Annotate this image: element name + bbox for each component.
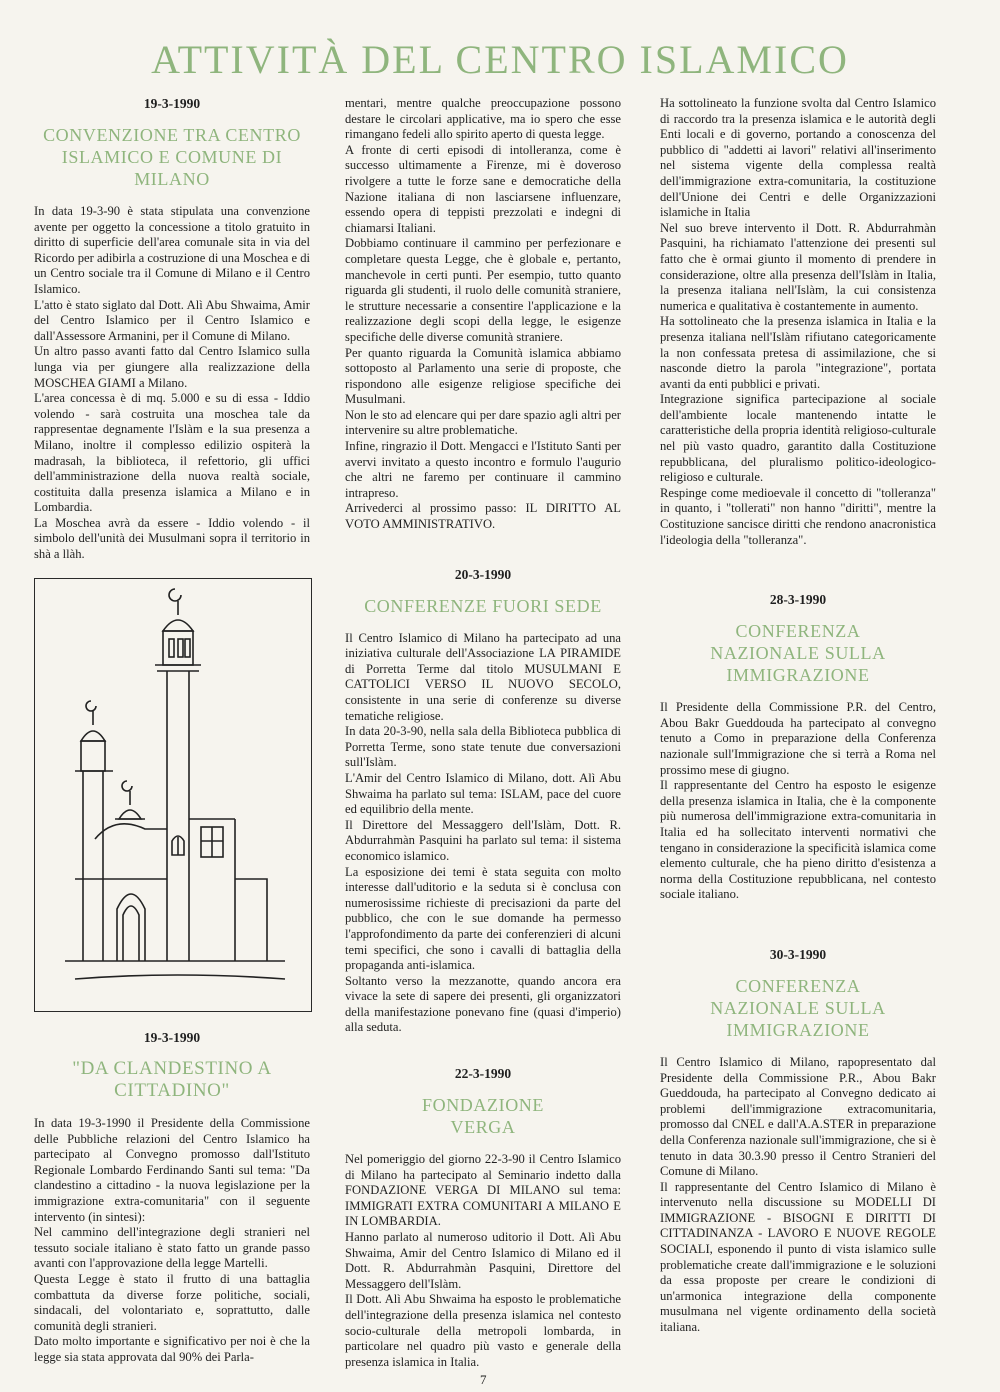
article-verga-continued [660,96,936,548]
article-date: 28-3-1990 [769,592,827,608]
paragraph: La esposizione dei temi è stata seguita con molto interesse dall'uditorio e la seduta si è conclusa con numerosissime richieste di precisazioni da parte del pubblico, che con le sue domande ha permesso l'approfondimento da parte dei conferenzieri di alcuni temi specifici, che sono i cavalli di battaglia della propaganda anti-islamica. [345,864,621,973]
paragraph: In data 19-3-90 è stata stipulata una convenzione avente per oggetto la concessione a titolo gratuito in diritto di superficie dell'area comunale sita in via del Ricordo per adibirla a costruzione di una Moschea e di un Centro sociale tra il Comune di Milano e il Centro Islamico. [34,204,310,296]
paragraph: Nel suo breve intervento il Dott. R. Abdurrahmàn Pasquini, ha richiamato l'attenzione dei presenti sul fatto che è ormai giunto il momento di prendere in considerazione, oltre alla presenza dell'Islàm in Italia, la presenza italiana nell'Islàm, la cui consistenza numerica e qualitativa è costantemente in aumento. [660,220,936,313]
article-clandestino-continued [345,96,621,533]
article-conferenza-30-3 [660,947,936,1336]
article-date: 22-3-1990 [454,1066,512,1082]
article-heading: CONVENZIONE TRA CENTRO ISLAMICO E COMUNE DI MILANO [43,125,301,189]
article-heading: CONFERENZE FUORI SEDE [364,595,602,616]
paragraph: Arrivederci al prossimo passo: IL DIRITTO AL VOTO AMMINISTRATIVO. [345,501,621,532]
paragraph: Il rappresentante del Centro Islamico di Milano è intervenuto nella discussione su MODELLI DI IMMIGRAZIONE - BISOGNI E DIRITTI DI CITTADINANZA - LAVORO E NUOVE REGOLE SOCIALI, esponendo il punto di vista islamico sulle problematiche create dall'immigrazione e le soluzioni da essa proposte per creare le condizioni di un'armonica integrazione della componente musulmana nel vigente ordinamento della società italiana. [660,1179,936,1335]
paragraph: Il Presidente della Commissione P.R. del Centro, Abou Bakr Gueddouda ha partecipato al convegno tenuto a Como in preparazione della Conferenza nazionale sull'Immigrazione che si terrà a Roma nel prossimo mese di giugno. [660,700,936,777]
article-date: 20-3-1990 [454,566,512,582]
paragraph: Un altro passo avanti fatto dal Centro Islamico sulla lunga via per giungere alla realizzazione della MOSCHEA GIAMI a Milano. [34,344,310,390]
paragraph: Infine, ringrazio il Dott. Mengacci e l'Istituto Santi per avervi invitato a questo incontro e formulo l'augurio che altri ne faremo per continuare il cammino intrapreso. [345,439,621,500]
page-title: ATTIVITÀ DEL CENTRO ISLAMICO [151,37,849,82]
column-1 [34,96,310,585]
column-1-bottom [34,1030,310,1388]
article-heading: CONFERENZA NAZIONALE SULLA IMMIGRAZIONE [710,975,886,1040]
paragraph: Ha sottolineato che la presenza islamica in Italia e la presenza italiana nell'Islàm rifiutano categoricamente la non confessata pretesa di assimilazione, che si nasconde dietro la parola "integrazione", portata avanti da enti pubblici e privati. [660,314,936,391]
column-2 [345,96,621,1392]
paragraph: Il Direttore del Messaggero dell'Islàm, Dott. R. Abdurrahmàn Pasquini ha parlato sul tema: il sistema economico islamico. [345,817,621,863]
mosque-illustration [34,578,312,1012]
paragraph: mentari, mentre qualche preoccupazione possono destare le circolari applicative, ma io spero che esse rimangano fedeli allo spirito aperto di questa legge. [345,96,621,142]
paragraph: Hanno parlato al numeroso uditorio il Dott. Alì Abu Shwaima, Amir del Centro Islamico di Milano ed il Dott. R. Abdurrahmàn Pasquini, Direttore del Messaggero dell'Islàm. [345,1230,621,1291]
mosque-drawing-icon [35,579,311,1011]
paragraph: Nel pomeriggio del giorno 22-3-90 il Centro Islamico di Milano ha partecipato al Seminario indetto dalla FONDAZIONE VERGA DI MILANO sul tema: IMMIGRATI EXTRA COMUNITARI A MILANO E IN LOMBARDIA. [345,1152,621,1229]
paragraph: Non le sto ad elencare qui per dare spazio agli altri per intervenire su altre problematiche. [345,407,621,438]
paragraph: Dobbiamo continuare il cammino per perfezionare e completare questa Legge, che è globale e, pertanto, manchevole in certi punti. Per esempio, tutto quanto riguarda gli studenti, il ruolo delle comunità straniere, le strutture necessarie a consentire l'applicazione e la realizzazione degli scopi della legge, le esigenze specifiche delle diverse comunità straniere. [345,236,621,344]
paragraph: Soltanto verso la mezzanotte, quando ancora era vivace la sete di sapere dei presenti, gli organizzatori della manifestazione ponevano fine (quasi d'imperio) alla seduta. [345,973,621,1035]
paragraph: Questa Legge è stato il frutto di una battaglia combattuta da diverse forze politiche, sociali, sindacali, del volontariato e, soprattutto, dalle comunità degli stranieri. [34,1271,310,1333]
paragraph: Il Centro Islamico di Milano ha partecipato ad una iniziativa culturale dell'Associazione LA PIRAMIDE di Porretta Terme dal titolo MUSULMANI E CATTOLICI VERSO IL NUOVO SECOLO, consistente in una serie di conferenze su diverse tematiche religiose. [345,630,621,723]
article-heading: FONDAZIONE VERGA [422,1095,544,1138]
article-fondazione-verga [345,1066,621,1370]
paragraph: Il Centro Islamico di Milano, rapopresentato dal Presidente della Commissione P.R., Abou Bakr Gueddouda, ha partecipato al Convegno dedicato ai problemi dell'immigrazione extracomunitaria, promosso dal CNEL e dall'A.A.STER in preparazione della Conferenza nazionale sull'immigrazione, che si è tenuto in data 30.3.90 presso il Centro Stranieri del Comune di Milano. [660,1054,936,1179]
article-heading: CONFERENZA NAZIONALE SULLA IMMIGRAZIONE [710,621,886,686]
paragraph: Respinge come medioevale il concetto di "tolleranza" in quanto, i "tollerati" non hanno "diritti", mentre la Costituzione sancisce diritti che rendono anacronistica l'ideologia della "tolleranza". [660,485,936,547]
paragraph: Integrazione significa partecipazione al sociale dell'ambiente locale mantenendo intatte le caratteristiche della propria identità religioso-culturale nel più vasto quadro, garantito dalla Costituzione repubblicana, del pluralismo politico-ideologico-religioso e culturale. [660,392,936,485]
paragraph: L'Amir del Centro Islamico di Milano, dott. Alì Abu Shwaima ha parlato sul tema: ISLAM, pace del cuore ed equilibrio della mente. [345,770,621,817]
article-heading: "DA CLANDESTINO A CITTADINO" [72,1058,272,1101]
paragraph: Il rappresentante del Centro ha esposto le esigenze della presenza islamica in Italia, che è la componente più numerosa dell'immigrazione extra-comunitaria in Italia ed ha sollecitato interventi normativi che tengano in considerazione la specificità islamica come elemento culturale, che ha pieno diritto d'esistenza a norma della Costituzione repubblicana, nel contesto sociale italiano. [660,778,936,902]
paragraph: In data 19-3-1990 il Presidente della Commissione delle Pubbliche relazioni del Centro Islamico ha partecipato al Convegno promosso dall'Istituto Regionale Lombardo Ferdinando Santi sul tema: "Da clandestino a cittadino - la nuova legislazione per la immigrazione extra-comunitaria" con il seguente intervento (in sintesi): [34,1116,310,1224]
paragraph: A fronte di certi episodi di intolleranza, come è successo ultimamente a Firenze, mi è doveroso rivolgere a tutte le forze sane e democratiche della Nazione italiana di non lasciarsene influenzare, essendo opera di teppisti prezzolati e indegni di chiamarsi Italiani. [345,142,621,235]
paragraph: Il Dott. Alì Abu Shwaima ha esposto le problematiche dell'integrazione della presenza islamica nel contesto socio-culturale della metropoli lombarda, in particolare nel quadro più vasto e generale della presenza islamica in Italia. [345,1292,621,1369]
paragraph: Ha sottolineato la funzione svolta dal Centro Islamico di raccordo tra la presenza islamica e le autorità degli Enti locali e di governo, portando a conoscenza del pubblico di "addetti ai lavori" relativi all'inserimento nel sistema vigente della complessa realtà dell'immigrazione extra-comunitaria, la costituzione dell'Unione dei Centri e delle Organizzazioni islamiche in Italia [660,96,936,220]
article-conferenze-fuori-sede [345,567,621,1036]
page-number: 7 [480,1372,487,1387]
article-clandestino [34,1030,310,1366]
column-3 [660,96,936,1358]
article-date: 30-3-1990 [769,946,827,962]
paragraph: L'atto è stato siglato dal Dott. Alì Abu Shwaima, Amir del Centro Islamico per il Centro Islamico e dall'Assessore Armanini, per il Comune di Milano. [34,297,310,343]
paragraph: Dato molto importante e significativo per noi è che la legge sia stata approvata dal 90% dei Parla- [34,1334,310,1364]
article-date: 19-3-1990 [143,1030,201,1045]
paragraph: La Moschea avrà da essere - Iddio volendo - il simbolo dell'unità dei Musulmani sopra il territorio in shà a llàh. [34,515,310,562]
paragraph: In data 20-3-90, nella sala della Biblioteca pubblica di Porretta Terme, sono state tenute due conversazioni sull'Islàm. [345,724,621,770]
paragraph: Per quanto riguarda la Comunità islamica abbiamo sottoposto al Parlamento una serie di proposte, che rispondono alle esigenze religiose specifiche dei Musulmani. [345,345,621,407]
article-conferenza-28-3 [660,592,936,903]
article-convenzione [34,96,310,563]
paragraph: Nel cammino dell'integrazione degli stranieri nel tessuto sociale italiano è stato fatto un grande passo avanti con l'approvazione della legge Martelli. [34,1225,310,1271]
article-date: 19-3-1990 [143,96,201,111]
paragraph: L'area concessa è di mq. 5.000 e su di essa - Iddio volendo - sarà costruita una moschea tale da rappresentae degnamente l'Islàm e la sua presenza a Milano, inoltre il complesso edilizio ospiterà la madrasah, la biblioteca, il refettorio, gli uffici dell'amministrazione della nuova realtà sociale, costituita dalla presenza islamica a Milano e in Lombardia. [34,391,310,515]
